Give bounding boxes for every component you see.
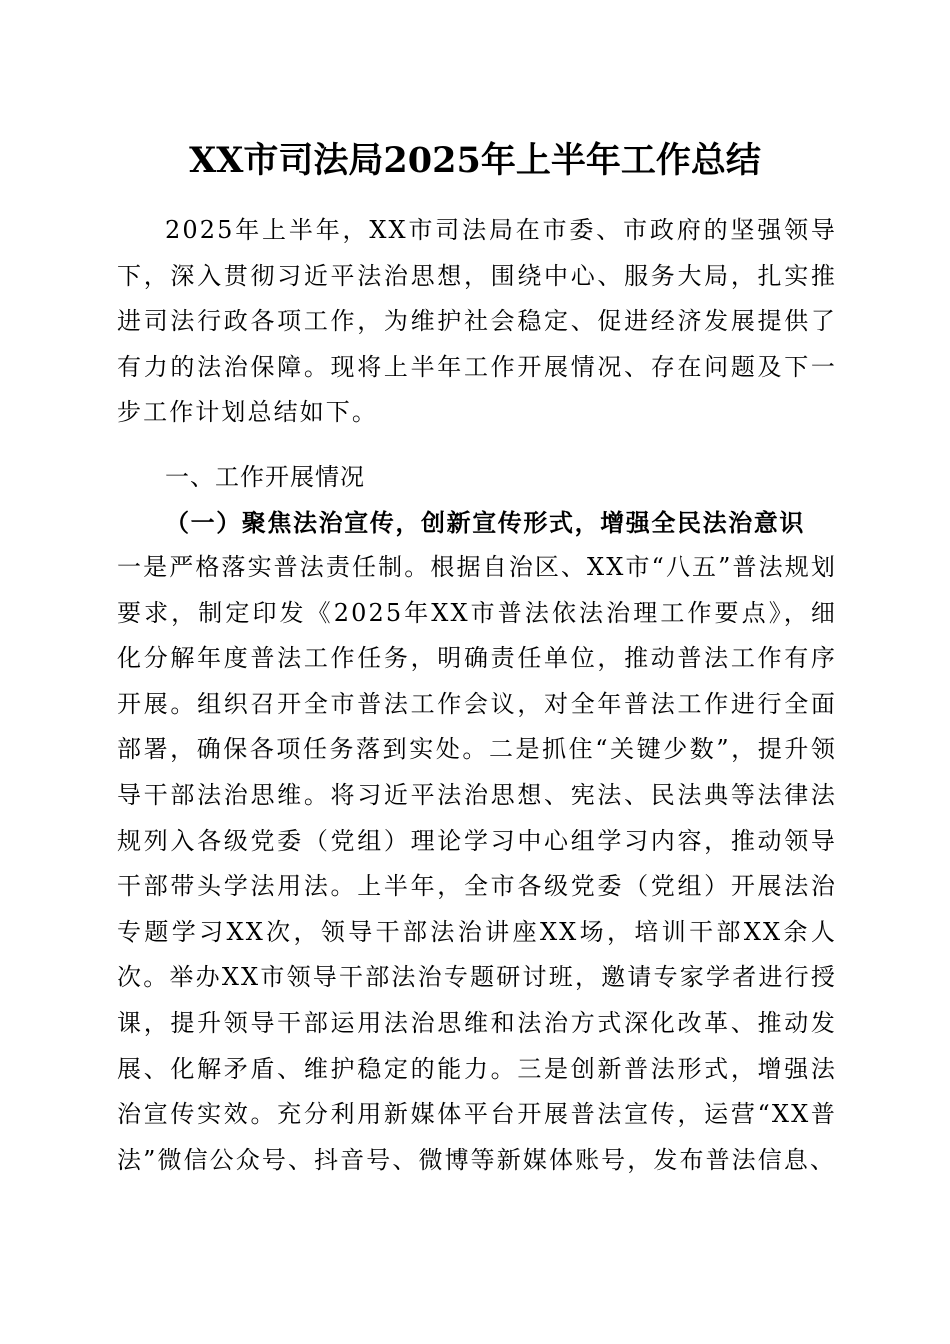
subsection-paragraph: 一是严格落实普法责任制。根据自治区、XX市“八五”普法规划要求，制定印发《2025年XX市普法依法治理工作要点》，细化分解年度普法工作任务，明确责任单位，推动普法工作有序开展。组织召开全市普法工作会议，对全年普法工作进行全面部署，确保各项任务落到实处。二是抓住“关键少数”，提升领导干部法治思维。将习近平法治思想、宪法、民法典等法律法规列入各级党委（党组）理论学习中心组学习内容，推动领导干部带头学法用法。上半年，全市各级党委（党组）开展法治专题学习XX次，领导干部法治讲座XX场，培训干部XX余人次。举办XX市领导干部法治专题研讨班，邀请专家学者进行授课，提升领导干部运用法治思维和法治方式深化改革、推动发展、化解矛盾、维护稳定的能力。三是创新普法形式，增强法治宣传实效。充分利用新媒体平台开展普法宣传，运营“XX普法”微信公众号、抖音号、微博等新媒体账号，发布普法信息、: [117, 553, 837, 1174]
document-title: XX市司法局2025年上半年工作总结: [189, 140, 761, 181]
intro-paragraph: 2025年上半年，XX市司法局在市委、市政府的坚强领导下，深入贯彻习近平法治思想，围绕中心、服务大局，扎实推进司法行政各项工作，为维护社会稳定、促进经济发展提供了有力的法治保障。现将上半年工作开展情况、存在问题及下一步工作计划总结如下。: [117, 216, 837, 427]
subsection-heading: （一）聚焦法治宣传，创新宣传形式，增强全民法治意识: [165, 508, 805, 537]
section-heading: 一、工作开展情况: [165, 463, 365, 491]
